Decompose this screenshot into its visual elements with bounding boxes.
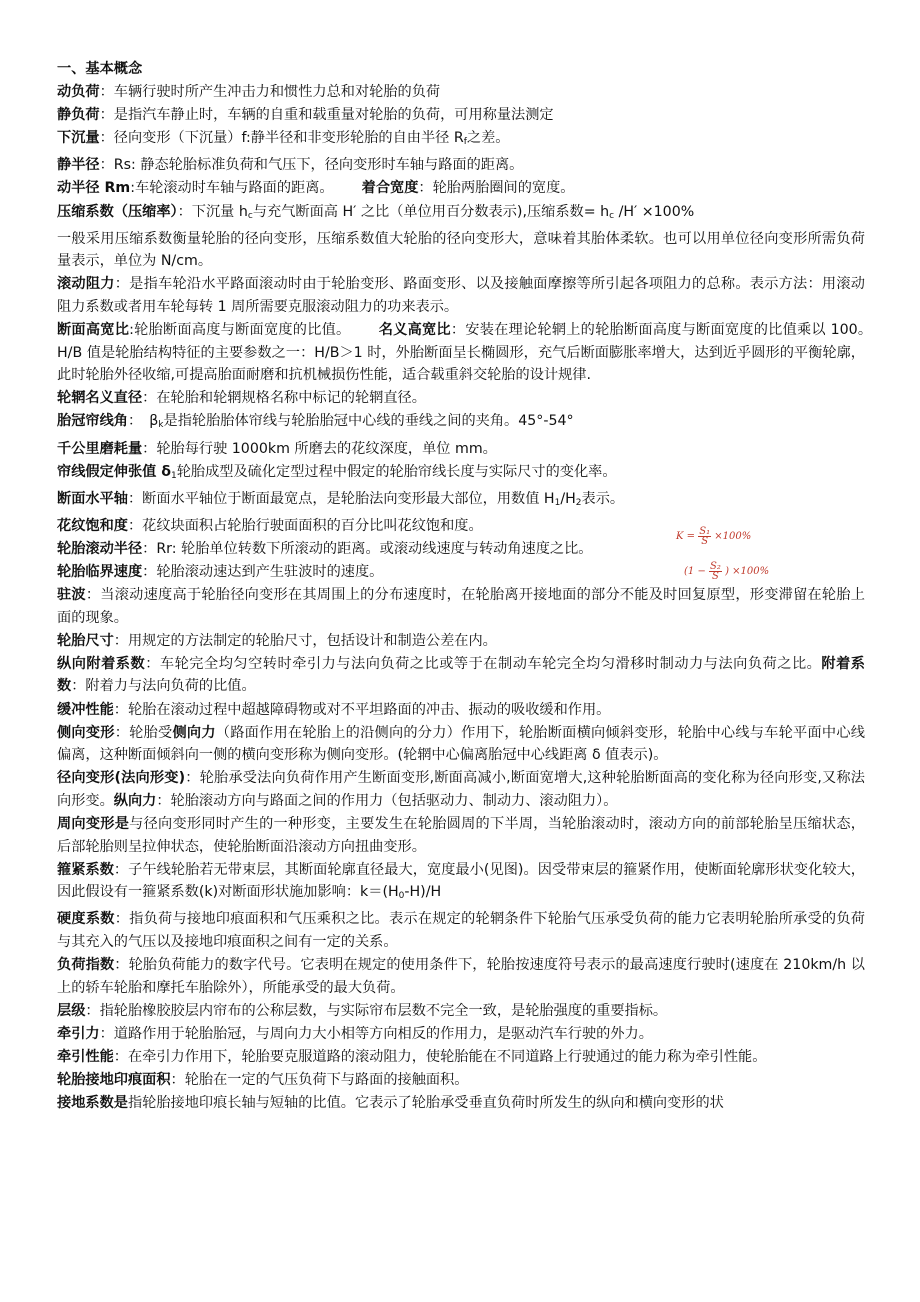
formula-numerator: S₁: [699, 526, 711, 537]
definition-compression-ratio: [57, 201, 865, 228]
definition-dynamic-load: [57, 81, 865, 104]
definition-tire-size: [57, 630, 865, 653]
term: 静半径: [57, 157, 100, 174]
subscript: 0: [398, 891, 405, 902]
definition-cushioning: [57, 699, 865, 722]
term: 接地系数是: [57, 1095, 128, 1112]
definition-text: ：在轮胎和轮辋规格名称中标记的轮辋直径。: [142, 390, 426, 407]
definition-text: /H: [560, 490, 576, 507]
term: 胎冠帘线角: [57, 413, 128, 430]
definition-text: ： β: [127, 413, 159, 430]
term: 硬度系数: [57, 911, 115, 928]
formula-rhs: ×100%: [714, 531, 752, 542]
definition-text: ：在牵引力作用下，轮胎要克服道路的滚动阻力，使轮胎能在不同道路上行驶通过的能力称为牵引性能。: [113, 1048, 767, 1065]
formula-saturation-alt: [684, 562, 769, 581]
term: 名义高宽比: [378, 322, 451, 339]
definition-rolling-resistance: [57, 273, 865, 318]
definition-text: ：轮胎每行驶 1000km 所磨去的花纹深度，单位 mm。: [142, 440, 497, 457]
subscript: 1: [554, 497, 561, 508]
document-page: [57, 58, 880, 1115]
formula-numerator: S₂: [710, 561, 721, 572]
definition-cord-stretch: [57, 461, 865, 488]
definition-horizontal-axis: [57, 488, 865, 515]
definition-text: ：用规定的方法制定的轮胎尺寸，包括设计和制造公差在内。: [113, 632, 497, 649]
definition-dynamic-radius: [57, 177, 865, 200]
formula-fraction: [709, 562, 722, 581]
definition-text: ：轮胎两胎圈间的宽度。: [418, 180, 575, 197]
term: 侧向力: [172, 724, 216, 741]
definition-footprint-coefficient: [57, 1092, 865, 1115]
paragraph-compression-note: 一般采用压缩系数衡量轮胎的径向变形，压缩系数值大轮胎的径向变形大，意味着其胎体柔软。也可以用单位径向变形所需负荷量表示，单位为 N/cm。: [57, 230, 865, 270]
definition-aspect-ratio: [57, 319, 880, 387]
term: 轮胎接地印痕面积: [57, 1072, 171, 1089]
definition-traction-performance: [57, 1046, 865, 1069]
definition-text: ：Rr: 轮胎单位转数下所滚动的距离。或滚动线速度与转动角速度之比。: [142, 540, 593, 557]
definition-crown-angle: [57, 410, 865, 437]
term: 驻波: [57, 587, 86, 604]
definition-wear: [57, 438, 865, 461]
term: 着合宽度: [361, 180, 419, 197]
term: 千公里磨耗量: [57, 440, 143, 457]
definition-traction: [57, 1023, 865, 1046]
subscript: 2: [575, 497, 582, 508]
definition-text: ：车辆行驶时所产生冲击力和惯性力总和对轮胎的负荷: [99, 84, 441, 101]
definition-text: ：子午线轮胎若无带束层，其断面轮廓直径最大，宽度最小(见图)。因受带束层的箍紧作用，使断面轮廓形状变化较大，因此假设有一箍紧系数(k)对断面形状施加影响：k＝(H: [57, 861, 865, 901]
definition-text: ：径向变形（下沉量）f:静半径和非变形轮胎的自由半径 R: [99, 130, 464, 147]
definition-text: :车轮滚动时车轴与路面的距离。: [130, 180, 334, 197]
term: 滚动阻力: [57, 276, 115, 293]
formula-fraction: [698, 527, 711, 546]
term: 断面高宽比: [57, 322, 130, 339]
term: 牵引性能: [57, 1048, 114, 1065]
term: 压缩系数（压缩率）: [57, 203, 178, 220]
term: 纵向附着系数: [57, 655, 146, 672]
term: 轮胎滚动半径: [57, 540, 143, 557]
term: 负荷指数: [57, 957, 115, 974]
definition-text: ：轮胎承受法向负荷作用产生断面变形,断面高减小,断面宽增大,这种轮胎断面高的变化称为径向形变,又称法向形变。: [57, 770, 865, 809]
definition-text: ：道路作用于轮胎胎冠，与周向力大小相等方向相反的作用力，是驱动汽车行驶的外力。: [99, 1025, 653, 1042]
formula-denominator: S: [701, 536, 709, 547]
term: 牵引力: [57, 1025, 100, 1042]
subscript: c: [247, 210, 253, 221]
definition-text: ：是指车轮沿水平路面滚动时由于轮胎变形、路面变形、以及接触面摩擦等所引起各项阻力的总称。表示方法：用滚动阻力系数或者用车轮每转 1 周所需要克服滚动阻力的功来表示。: [57, 276, 865, 315]
definition-hoop-coefficient: [57, 859, 865, 908]
formula-lhs: (1 −: [684, 566, 706, 577]
definition-static-radius: [57, 154, 865, 177]
definition-hardness-coefficient: [57, 908, 865, 953]
definition-text: ：轮胎受: [114, 724, 173, 741]
term: 层级: [57, 1002, 86, 1019]
definition-text: ：轮胎滚动速达到产生驻波时的速度。: [142, 563, 384, 580]
definition-text: 表示。: [581, 490, 625, 507]
term: 断面水平轴: [57, 490, 128, 507]
subscript: 1: [171, 470, 177, 481]
definition-text: ：轮胎滚动方向与路面之间的作用力（包括驱动力、制动力、滚动阻力）。: [156, 792, 618, 809]
term: 轮胎临界速度: [57, 563, 143, 580]
definition-deflection: [57, 127, 865, 154]
definition-text: 之差。: [466, 130, 510, 147]
definition-text: 与径向变形同时产生的一种形变，主要发生在轮胎圆周的下半周，当轮胎滚动时，滚动方向的前部轮胎呈压缩状态，后部轮胎则呈拉伸状态，使轮胎断面沿滚动方向扭曲变形。: [57, 816, 865, 855]
term: 下沉量: [57, 130, 100, 147]
definition-static-load: [57, 104, 865, 127]
definition-ply-rating: [57, 1000, 865, 1023]
definition-rim-diameter: [57, 387, 865, 410]
definition-text: ：断面水平轴位于断面最宽点，是轮胎法向变形最大部位，用数值 H: [127, 490, 555, 507]
definition-text: /H′ ×100%: [614, 203, 695, 220]
formula-lhs: K =: [676, 531, 696, 542]
definition-standing-wave: [57, 584, 865, 629]
term: 缓冲性能: [57, 701, 114, 718]
subscript: f: [463, 137, 467, 148]
definition-text: :轮胎断面高度与断面宽度的比值。: [129, 322, 351, 339]
section-heading: 一、基本概念: [57, 61, 143, 77]
definition-text: （路面作用在轮胎上的沿侧向的分力）作用下，轮胎断面横向倾斜变形，轮胎中心线与车轮平面中心线偏离，这种断面倾斜向一侧的横向变形称为侧向变形。(轮辋中心偏离胎冠中心线距离 δ 值表示)。: [57, 724, 865, 764]
definition-text: 指轮胎接地印痕长轴与短轴的比值。它表示了轮胎承受垂直负荷时所发生的纵向和横向变形的状: [127, 1095, 724, 1112]
definition-load-index: [57, 954, 865, 999]
definition-text: ：当滚动速度高于轮胎径向变形在其周围上的分布速度时，在轮胎离开接地面的部分不能及时回复原型，形变滞留在轮胎上面的现象。: [57, 587, 865, 626]
definition-text: ：车轮完全均匀空转时牵引力与法向负荷之比或等于在制动车轮完全均匀滑移时制动力与法向负荷之比。: [145, 655, 822, 672]
definition-text: ：轮胎在一定的气压负荷下与路面的接触面积。: [170, 1072, 469, 1089]
definition-text: ：花纹块面积占轮胎行驶面面积的百分比叫花纹饱和度。: [127, 517, 483, 534]
definition-text: ：轮胎在滚动过程中超越障碍物或对不平坦路面的冲击、振动的吸收缓和作用。: [113, 701, 611, 718]
definition-text: 轮胎成型及硫化定型过程中假定的轮胎帘线长度与实际尺寸的变化率。: [176, 463, 617, 480]
term: 附着系数: [57, 655, 865, 695]
term: 纵向力: [113, 792, 157, 809]
definition-radial-deformation: [57, 767, 865, 812]
definition-text: ：轮胎负荷能力的数字代号。它表明在规定的使用条件下，轮胎按速度符号表示的最高速度行驶时(速度在 210km/h 以上的轿车轮胎和摩托车胎除外），所能承受的最大负荷。: [57, 957, 865, 996]
term: 轮胎尺寸: [57, 632, 114, 649]
term: 轮辋名义直径: [57, 390, 143, 407]
subscript: k: [158, 420, 164, 431]
formula-denominator: S: [712, 571, 719, 582]
term: 周向变形是: [57, 816, 130, 832]
subscript: c: [609, 210, 615, 221]
term: 帘线假定伸张值 δ: [57, 463, 171, 480]
formula-rhs: ) ×100%: [725, 566, 770, 577]
definition-text: ：安装在理论轮辋上的轮胎断面高度与断面宽度的比值乘以 100。 H/B 值是轮胎结构特征的主要参数之一：H/B＞1 时，外胎断面呈长椭圆形，充气后断面膨胀率增大，达到近乎圆形的平衡轮廓，此时轮胎外径收缩,可提高胎面耐磨和抗机械损伤性能，适合载重斜交轮胎的设计规律.: [57, 322, 880, 384]
definition-footprint-area: [57, 1069, 865, 1092]
definition-text: ：下沉量 h: [177, 203, 248, 220]
definition-text: ：附着力与法向负荷的比值。: [71, 678, 256, 695]
definition-text: ：指负荷与接地印痕面积和气压乘积之比。表示在规定的轮辋条件下轮胎气压承受负荷的能力它表明轮胎所承受的负荷与其充入的气压以及接地印痕面积之间有一定的关系。: [57, 911, 865, 950]
term: 径向变形(法向形变): [57, 770, 186, 787]
term: 静负荷: [57, 107, 100, 124]
term: 侧向变形: [57, 724, 115, 741]
definition-circumferential-deformation: [57, 813, 865, 858]
definition-text: 是指轮胎胎体帘线与轮胎胎冠中心线的垂线之间的夹角。45°-54°: [163, 413, 574, 430]
term: 花纹饱和度: [57, 517, 128, 534]
formula-saturation: [676, 527, 751, 546]
definition-lateral-deformation: [57, 722, 865, 767]
definition-adhesion: [57, 653, 865, 698]
definition-text: ：指轮胎橡胶胶层内帘布的公称层数，与实际帘布层数不完全一致，是轮胎强度的重要指标。: [85, 1002, 668, 1019]
definition-text: ：是指汽车静止时，车辆的自重和载重量对轮胎的负荷，可用称量法测定: [99, 107, 554, 124]
term: 动半径 Rm: [57, 180, 131, 197]
term: 动负荷: [57, 84, 100, 101]
definition-text: ：Rs: 静态轮胎标准负荷和气压下，径向变形时车轴与路面的距离。: [99, 157, 524, 174]
definition-text: -H)/H: [404, 884, 442, 901]
definition-text: 与充气断面高 H′ 之比（单位用百分数表示),压缩系数= h: [252, 203, 610, 220]
term: 箍紧系数: [57, 861, 114, 878]
